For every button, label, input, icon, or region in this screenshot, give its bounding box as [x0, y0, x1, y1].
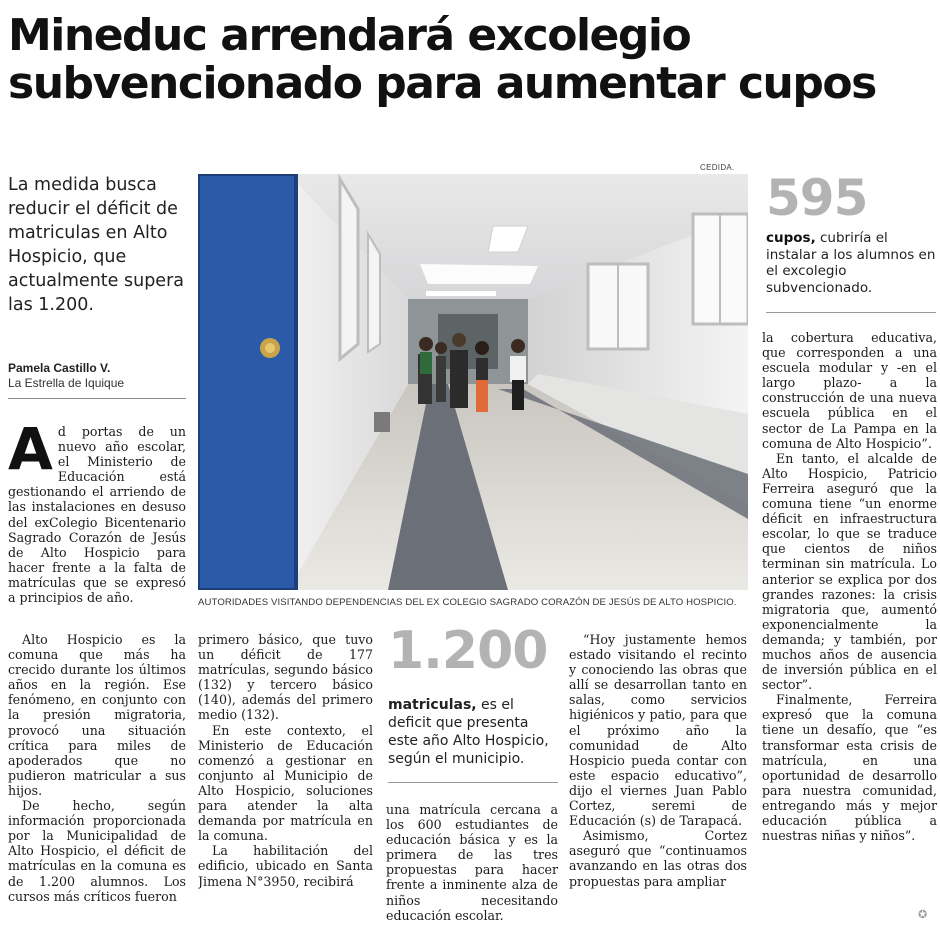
headline-line-1: Mineduc arrendará excolegio	[8, 10, 691, 61]
article-column-1-top	[8, 424, 186, 632]
byline	[8, 361, 188, 391]
stat-1200-text	[388, 696, 560, 768]
photo-caption: AUTORIDADES VISITANDO DEPENDENCIAS DEL EX COLEGIO SAGRADO CORAZÓN DE JESÚS DE ALTO HOSPICIO.	[198, 597, 737, 608]
stat-595-number: 595	[766, 169, 868, 227]
stat-1200-bold: matriculas,	[388, 697, 477, 713]
headline-line-2: subvencionado para aumentar cupos	[8, 58, 876, 109]
article-column-5	[762, 330, 937, 925]
paragraph: Alto Hospicio es la comuna que más ha crecido durante los últimos años en la región. Ese fenómeno, en conjunto con la presión migratoria, provocó una situación crítica para miles de apoderados que no pudieron matricular a sus hijos.	[8, 632, 186, 798]
article-column-2	[198, 632, 373, 922]
stat-1200-desc: es el deficit que presenta este año Alto Hospicio, según el municipio.	[388, 697, 549, 767]
paragraph: primero básico, que tuvo un déficit de 177 matrículas, segundo básico (132) y tercero básico (140), además del primero medio (132).	[198, 632, 373, 723]
stat-1200-number: 1.200	[388, 621, 548, 681]
stat-595-desc: cubriría el instalar a los alumnos en el excolegio subvencionado.	[766, 230, 936, 296]
paragraph: En tanto, el alcalde de Alto Hospicio, Patricio Ferreira aseguró que la comuna tiene “un enorme déficit en infraestructura escolar, lo que se traduce que cientos de niños terminan sin matrícula. Lo anterior se explica por dos grandes razones: la crisis migratoria que, aumentó exponencialmente la demanda; y también, por muchos años de ausencia de inversión pública en el sector”.	[762, 450, 937, 693]
lead-paragraph	[8, 424, 186, 605]
deck-summary: La medida busca reducir el déficit de matriculas en Alto Hospicio, que actualmente supera las 1.200.	[8, 175, 184, 315]
divider	[388, 782, 558, 783]
outlet-name: La Estrella de Iquique	[8, 376, 125, 390]
paragraph: De hecho, según información proporcionada por la Municipalidad de Alto Hospicio, el déficit de matrículas en la comuna es de 1.200 alumnos. Los cursos más críticos fueron	[8, 798, 186, 904]
divider	[8, 398, 186, 399]
article-column-4	[569, 632, 747, 922]
paragraph: Finalmente, Ferreira expresó que la comuna tiene un desafío, que “es transformar esta crisis de matrícula, en una oportunidad de desarrollo para nuestra comunidad, entregando más y mejor educación pública a nuestras niñas y niños”.	[762, 692, 937, 844]
stat-595-bold: cupos,	[766, 230, 816, 246]
paragraph: Asimismo, Cortez aseguró que “continuamos avanzando en las otras dos propuestas para ampliar	[569, 828, 747, 889]
hallway-photo	[198, 174, 748, 590]
stat-595-text	[766, 230, 938, 296]
paragraph: la cobertura educativa, que corresponden a una escuela modular y -en el largo plazo- a la construcción de una nueva escuela pública en el sector de La Pampa en la comuna de Alto Hospicio”.	[762, 330, 937, 451]
photo-credit: CEDIDA.	[700, 163, 735, 172]
lead-text: d portas de un nuevo año escolar, el Ministerio de Educación está gestionando el arriendo de las instalaciones en desuso del exColegio Bicentenario Sagrado Corazón de Jesús de Alto Hospicio para hacer frente a la falta de matrículas que se expresó a principios de año.	[8, 424, 186, 606]
paragraph: una matrícula cercana a los 600 estudiantes de educación básica y es la primera de las tres propuestas para hacer frente a inminente alza de niños necesitando educación escolar.	[386, 802, 558, 922]
end-mark-icon: ✪	[918, 908, 928, 921]
drop-cap: A	[8, 424, 53, 483]
paragraph: La habilitación del edificio, ubicado en Santa Jimena N°3950, recibirá	[198, 843, 373, 889]
paragraph: “Hoy justamente hemos estado visitando el recinto y conociendo las obras que allí se desarrollan tanto en salas, como servicios higiénicos y patio, para que el próximo año la comunidad de Alto Hospicio pueda contar con este espacio educativo”, dijo el viernes Juan Pablo Cortez, seremi de Educación (s) de Tarapacá.	[569, 632, 747, 829]
divider	[766, 312, 936, 313]
article-column-3	[386, 802, 558, 922]
headline	[8, 12, 933, 108]
paragraph: En este contexto, el Ministerio de Educación comenzó a gestionar en conjunto al Municipio de Alto Hospicio, soluciones para atender la alta demanda por matrícula en la comuna.	[198, 722, 373, 844]
author-name: Pamela Castillo V.	[8, 361, 111, 375]
article-column-1-bottom	[8, 632, 186, 922]
